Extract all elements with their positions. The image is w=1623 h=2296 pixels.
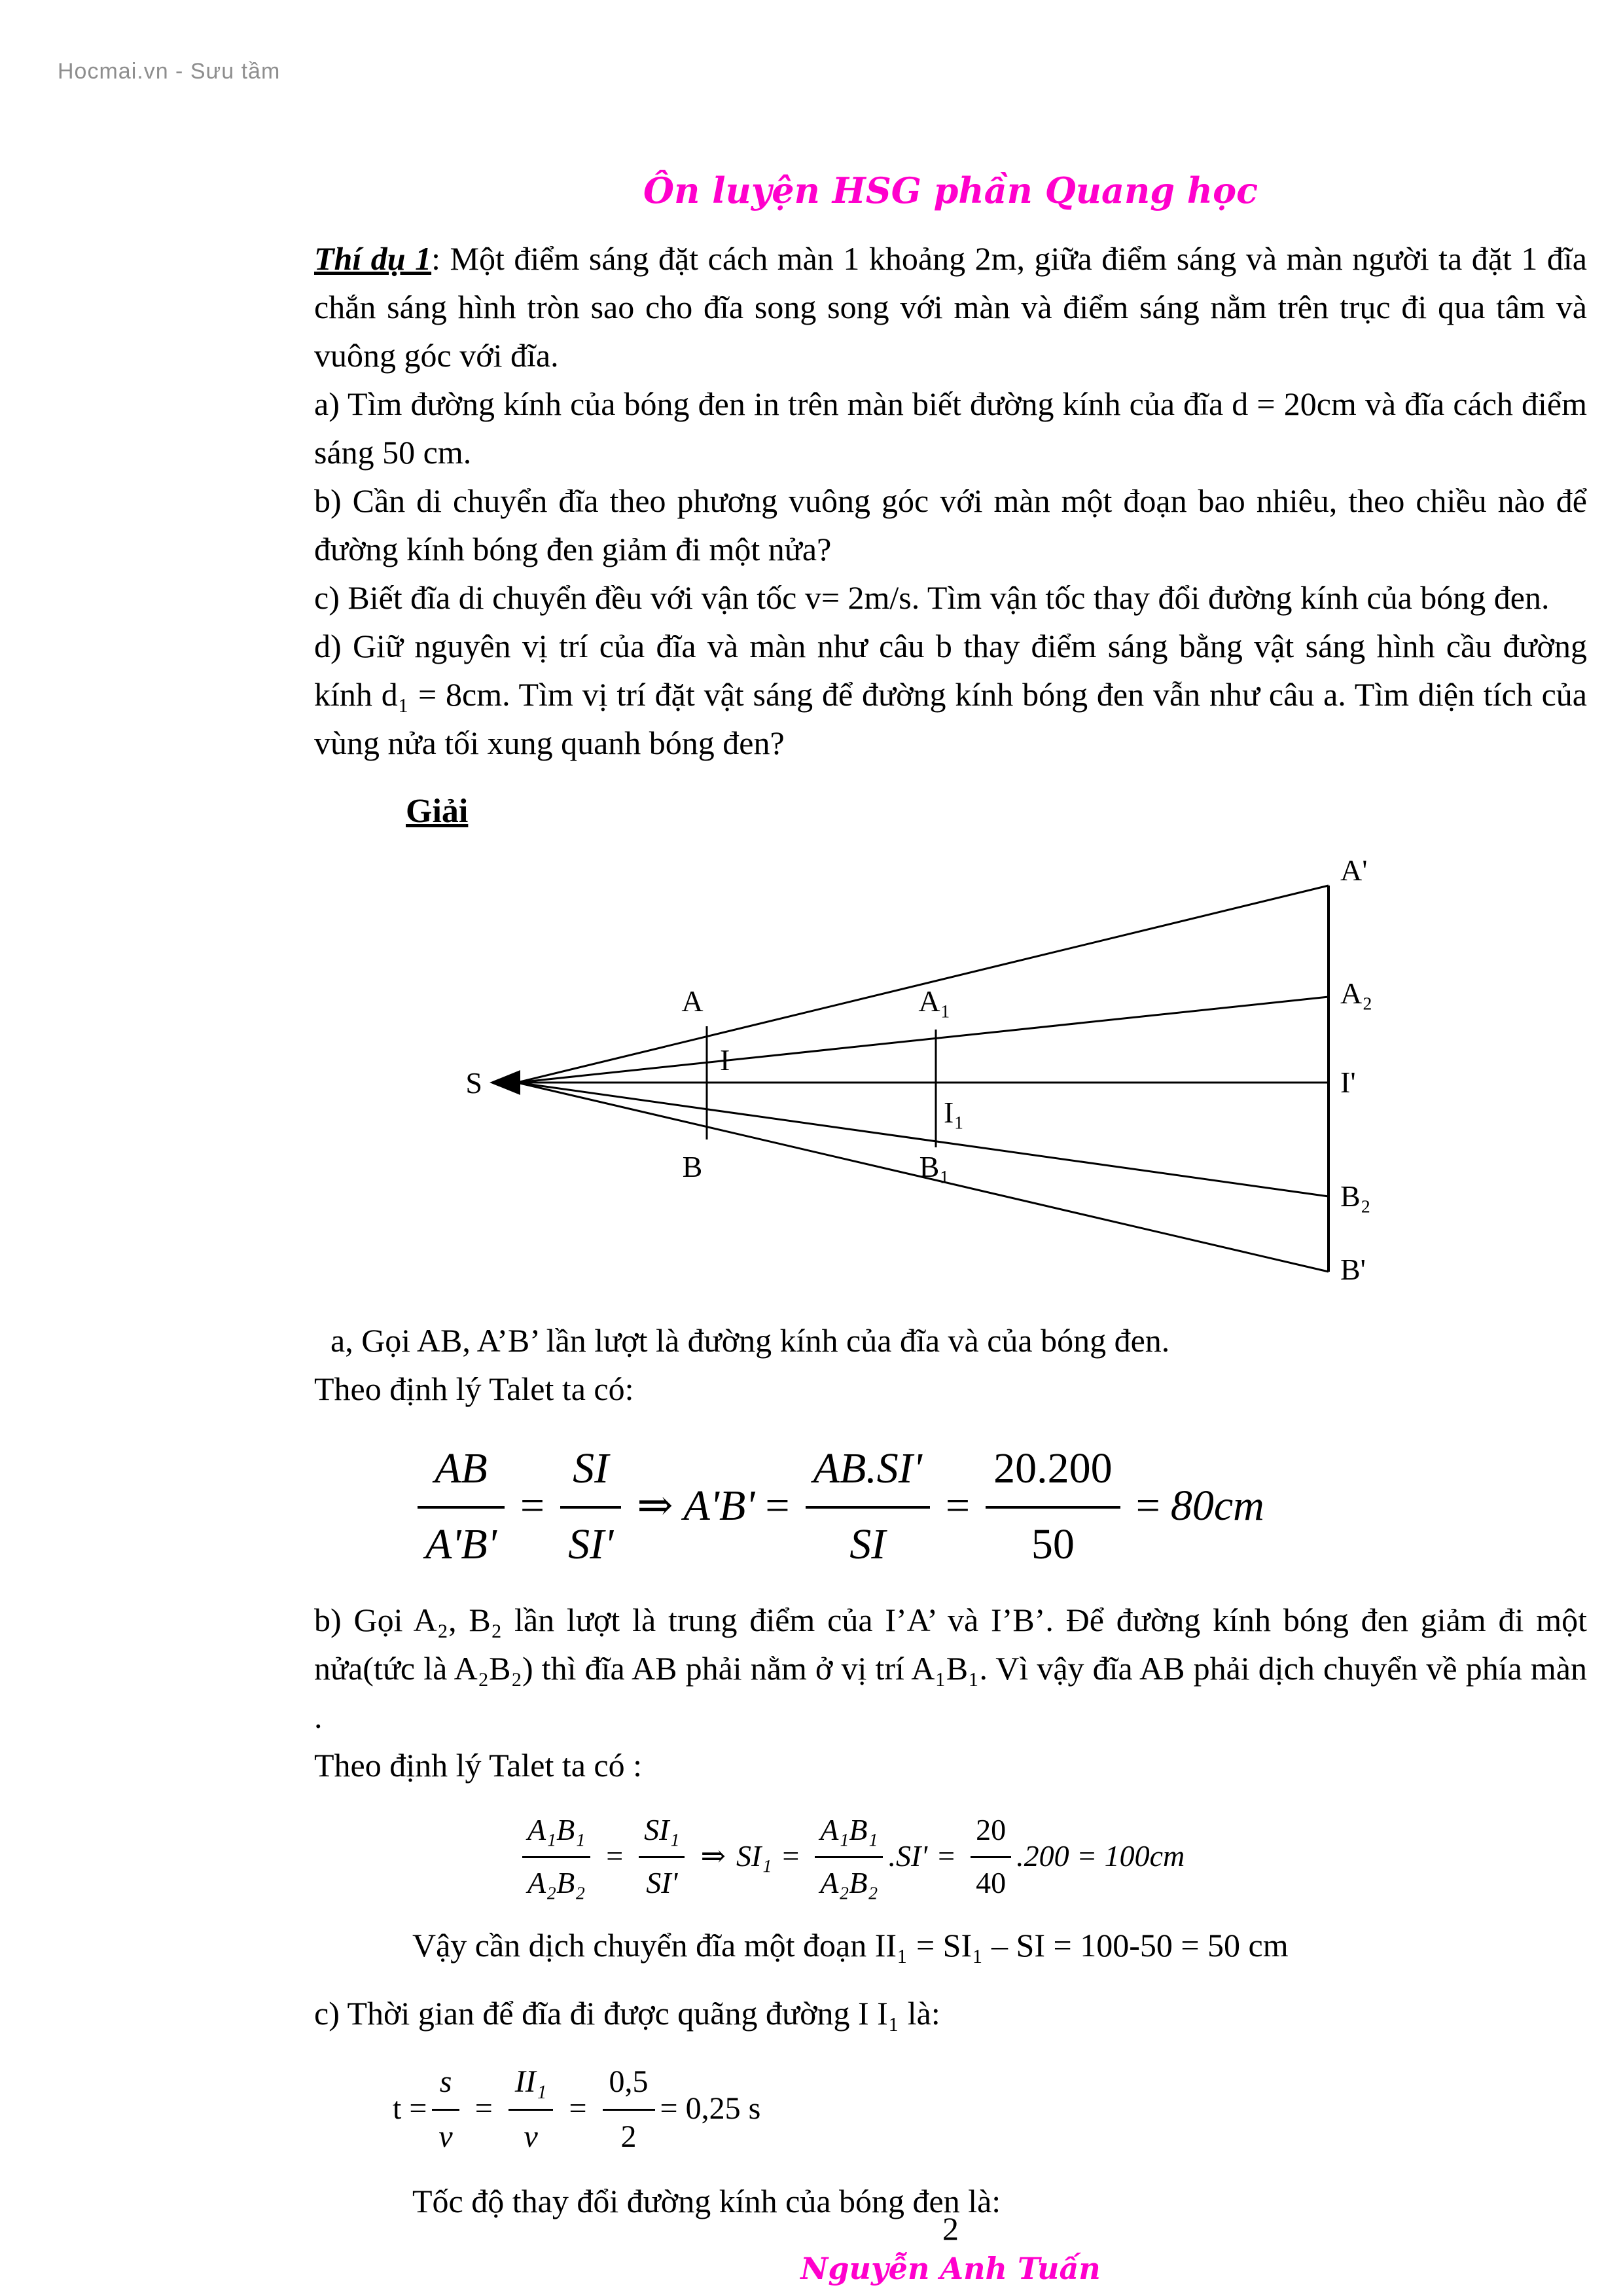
- formula-term: .SI': [888, 1839, 928, 1873]
- solution-step-a: a, Gọi AB, A’B’ lần lượt là đường kính của đĩa và của bóng đen.: [330, 1321, 1170, 1359]
- equals-sign: =: [520, 1481, 545, 1530]
- fraction-numerator: s: [432, 2057, 459, 2111]
- fraction-denominator: 2: [620, 2119, 637, 2155]
- fraction-denominator: A₂B₂: [820, 1866, 878, 1900]
- formula-shadow-diameter: [412, 1435, 1623, 1576]
- solution-step-c: c) Thời gian để đĩa đi được quãng đường I I₁ là:: [314, 1995, 940, 2032]
- fraction-denominator: SI': [568, 1520, 614, 1568]
- solution-move-conclusion: Vậy cần dịch chuyển đĩa một đoạn II₁ = SI₁ – SI = 100-50 = 50 cm: [412, 1927, 1289, 1964]
- solution-heading: Giải: [406, 792, 469, 830]
- watermark: Hocmai.vn - Sưu tầm: [58, 59, 281, 84]
- fraction: [971, 1806, 1011, 1905]
- formula-term: SI₁: [736, 1839, 772, 1873]
- formula-time: [393, 2057, 1623, 2160]
- fraction-numerator: A₁B₁: [522, 1806, 590, 1858]
- author-signature: Nguyễn Anh Tuấn: [800, 2251, 1101, 2286]
- fraction-numerator: II₁: [508, 2057, 554, 2111]
- talet-note-2: Theo định lý Talet ta có :: [314, 1747, 643, 1784]
- label-B2: B₂: [1340, 1179, 1371, 1213]
- problem-item-b: b) Cần di chuyển đĩa theo phương vuông góc với màn một đoạn bao nhiêu, theo chiều nào để đường kính bóng đen giảm đi một nửa?: [314, 482, 1587, 567]
- fraction: [986, 1435, 1120, 1576]
- fraction: [806, 1435, 930, 1576]
- fraction-numerator: AB.SI': [806, 1435, 930, 1509]
- fraction: [560, 1435, 621, 1576]
- fraction-denominator: A'B': [425, 1520, 497, 1568]
- fraction-numerator: 20: [971, 1806, 1011, 1858]
- light-rays: [517, 886, 1329, 1272]
- label-I1: I₁: [944, 1095, 965, 1129]
- talet-note-1: Theo định lý Talet ta có:: [314, 1370, 634, 1407]
- ray-diagram: [0, 840, 1623, 1298]
- equals-sign: =: [782, 1839, 800, 1873]
- formula-disk-shift: [517, 1806, 1623, 1905]
- problem-item-a: a) Tìm đường kính của bóng đen in trên màn biết đường kính của đĩa d = 20cm và đĩa cách điểm sáng 50 cm.: [314, 385, 1587, 471]
- fraction-numerator: 20.200: [986, 1435, 1120, 1509]
- fraction-denominator: v: [438, 2119, 453, 2155]
- fraction: [432, 2057, 459, 2160]
- label-A: A: [681, 984, 704, 1018]
- fraction-numerator: AB: [418, 1435, 505, 1509]
- fraction: [418, 1435, 505, 1576]
- implies-arrow: ⇒: [637, 1481, 673, 1530]
- formula-term: A'B': [683, 1481, 755, 1530]
- fraction-denominator: SI: [849, 1520, 886, 1568]
- fraction: [522, 1806, 590, 1905]
- label-A2: A₂: [1340, 976, 1373, 1010]
- fraction-numerator: 0,5: [603, 2057, 655, 2111]
- fraction: [639, 1806, 685, 1905]
- label-B1: B₁: [919, 1149, 950, 1183]
- label-I: I: [720, 1043, 730, 1077]
- equals-sign: =: [765, 1481, 790, 1530]
- fraction-numerator: SI: [560, 1435, 621, 1509]
- problem-item-d: d) Giữ nguyên vị trí của đĩa và màn như câu b thay điểm sáng bằng vật sáng hình cầu đường kính d₁ = 8cm. Tìm vị trí đặt vật sáng để đường kính bóng đen vẫn như câu a. Tìm diện tích của vùng nửa tối xung quanh bóng đen?: [314, 627, 1587, 761]
- problem-label: Thí dụ 1: [314, 240, 432, 277]
- formula-result: 80cm: [1170, 1481, 1264, 1530]
- solution-speed-intro: Tốc độ thay đổi đường kính của bóng đen là:: [412, 2183, 1001, 2220]
- fraction-denominator: v: [524, 2119, 538, 2155]
- equals-sign: =: [474, 2091, 493, 2126]
- label-B-prime: B': [1340, 1252, 1366, 1286]
- label-A-prime: A': [1340, 853, 1368, 887]
- page-number: 2: [942, 2210, 959, 2247]
- solution-step-b: b) Gọi A₂, B₂ lần lượt là trung điểm của I’A’ và I’B’. Để đường kính bóng đen giảm đi một nửa(tức là A₂B₂) thì đĩa AB phải nằm ở vị trí A₁B₁. Vì vậy đĩa AB phải dịch chuyển về phía màn .: [314, 1602, 1587, 1736]
- fraction-denominator: SI': [646, 1866, 678, 1900]
- ray-diagram-svg: [0, 840, 1623, 1298]
- fraction-denominator: 50: [1031, 1520, 1075, 1568]
- implies-arrow: ⇒: [700, 1839, 726, 1873]
- formula-result: = 0,25 s: [660, 2091, 761, 2126]
- label-I-prime: I': [1340, 1065, 1356, 1099]
- source-arrowhead: [490, 1070, 520, 1095]
- equals-sign: =: [606, 1839, 624, 1873]
- label-S: S: [465, 1066, 482, 1100]
- formula-result: .200 = 100cm: [1016, 1839, 1185, 1873]
- page-title: Ôn luyện HSG phần Quang học: [643, 170, 1258, 211]
- equals-sign: =: [1135, 1481, 1160, 1530]
- fraction: [603, 2057, 655, 2160]
- fraction-numerator: SI₁: [639, 1806, 685, 1858]
- formula-term: t =: [393, 2091, 427, 2126]
- problem-intro-text: : Một điểm sáng đặt cách màn 1 khoảng 2m, giữa điểm sáng và màn người ta đặt 1 đĩa chắn sáng hình tròn sao cho đĩa song song với màn và điểm sáng nằm trên trục đi qua tâm và vuông góc với đĩa.: [314, 240, 1587, 374]
- problem-item-c: c) Biết đĩa di chuyển đều với vận tốc v= 2m/s. Tìm vận tốc thay đổi đường kính của bóng đen.: [314, 579, 1550, 616]
- equals-sign: =: [938, 1839, 955, 1873]
- fraction-denominator: A₂B₂: [527, 1866, 586, 1900]
- fraction: [815, 1806, 883, 1905]
- equals-sign: =: [569, 2091, 587, 2126]
- fraction-numerator: A₁B₁: [815, 1806, 883, 1858]
- problem-intro: [314, 234, 1587, 380]
- fraction: [508, 2057, 554, 2160]
- fraction-denominator: 40: [976, 1866, 1007, 1900]
- label-A1: A₁: [918, 984, 951, 1018]
- equals-sign: =: [945, 1481, 971, 1530]
- label-B: B: [682, 1149, 703, 1183]
